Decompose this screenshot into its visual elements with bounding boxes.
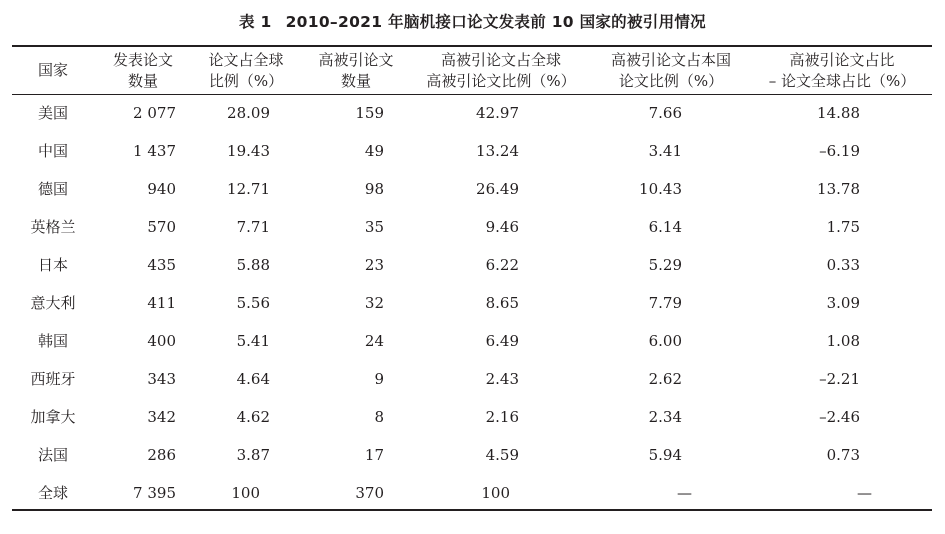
header-hc-national [590, 48, 752, 93]
cell-hc-count: 32 [364, 294, 384, 312]
cell-diff: — [857, 484, 872, 502]
cell-hc-count: 24 [364, 332, 384, 350]
cell-country: 法国 [37, 446, 68, 464]
cell-country: 加拿大 [30, 408, 76, 426]
table-row [12, 94, 932, 132]
cell-diff: 1.75 [826, 218, 860, 236]
cell-diff: 1.08 [826, 332, 860, 350]
cell-hc-global: 13.24 [476, 142, 519, 160]
cell-share: 5.56 [236, 294, 270, 312]
cell-country: 美国 [37, 104, 68, 122]
header-country [12, 48, 94, 93]
cell-hc-national: 3.41 [648, 142, 682, 160]
table-row [12, 436, 932, 474]
header-hc-national-line2: 论文比例（%） [618, 71, 724, 90]
cell-country: 英格兰 [30, 218, 76, 236]
cell-hc-global: 9.46 [485, 218, 519, 236]
cell-hc-count: 9 [374, 370, 384, 388]
cell-papers: 342 [147, 408, 176, 426]
cell-country: 中国 [37, 142, 68, 160]
cell-hc-count: 8 [374, 408, 384, 426]
cell-papers: 940 [147, 180, 176, 198]
header-papers-line1: 发表论文 [112, 50, 173, 69]
cell-hc-global: 6.49 [485, 332, 519, 350]
header-diff-line2: – 论文全球占比（%） [768, 71, 916, 90]
cell-hc-national: 6.00 [648, 332, 682, 350]
cell-hc-count: 35 [364, 218, 384, 236]
table-row [12, 170, 932, 208]
cell-share: 100 [231, 484, 260, 502]
cell-papers: 411 [147, 294, 176, 312]
cell-hc-national: 10.43 [639, 180, 682, 198]
cell-hc-count: 159 [355, 104, 384, 122]
header-hc-count-line2: 数量 [340, 71, 371, 90]
table-caption-title: 2010–2021 年脑机接口论文发表前 10 国家的被引用情况 [285, 13, 706, 31]
cell-papers: 2 077 [133, 104, 176, 122]
header-hc-count [300, 48, 412, 93]
cell-papers: 570 [147, 218, 176, 236]
cell-hc-count: 49 [364, 142, 384, 160]
header-share-line2: 比例（%） [208, 71, 284, 90]
table-body [12, 94, 932, 512]
header-papers [94, 48, 192, 93]
header-papers-line2: 数量 [127, 71, 158, 90]
cell-hc-national: 7.79 [648, 294, 682, 312]
cell-papers: 400 [147, 332, 176, 350]
header-hc-global-line2: 高被引论文比例（%） [426, 71, 576, 90]
cell-country: 西班牙 [30, 370, 76, 388]
cell-hc-global: 26.49 [476, 180, 519, 198]
cell-diff: 13.78 [817, 180, 860, 198]
cell-hc-count: 98 [364, 180, 384, 198]
header-share [192, 48, 300, 93]
cell-hc-global: 2.16 [485, 408, 519, 426]
cell-diff: 14.88 [817, 104, 860, 122]
cell-hc-global: 100 [481, 484, 510, 502]
header-hc-global-line1: 高被引论文占全球 [440, 50, 561, 69]
table-row [12, 398, 932, 436]
cell-share: 5.41 [236, 332, 270, 350]
cell-hc-national: 5.94 [648, 446, 682, 464]
cell-papers: 7 395 [133, 484, 176, 502]
cell-diff: –2.46 [819, 408, 860, 426]
table-row [12, 360, 932, 398]
table-header-row [12, 48, 932, 93]
table-row [12, 246, 932, 284]
table-caption [0, 10, 945, 32]
header-diff [752, 48, 932, 93]
cell-hc-national: 6.14 [648, 218, 682, 236]
cell-share: 4.64 [236, 370, 270, 388]
table-top-rule [12, 45, 932, 47]
cell-diff: –2.21 [819, 370, 860, 388]
header-hc-national-line1: 高被引论文占本国 [610, 50, 731, 69]
cell-hc-national: 2.62 [648, 370, 682, 388]
table-row [12, 322, 932, 360]
header-country-label: 国家 [37, 61, 68, 79]
table-bottom-rule [12, 509, 932, 511]
cell-papers: 286 [147, 446, 176, 464]
cell-hc-count: 17 [364, 446, 384, 464]
cell-share: 4.62 [236, 408, 270, 426]
cell-hc-global: 42.97 [476, 104, 519, 122]
cell-diff: 0.33 [826, 256, 860, 274]
table-row [12, 132, 932, 170]
cell-share: 28.09 [227, 104, 270, 122]
cell-hc-global: 6.22 [485, 256, 519, 274]
cell-diff: 3.09 [826, 294, 860, 312]
cell-hc-national: — [677, 484, 692, 502]
cell-hc-count: 23 [364, 256, 384, 274]
cell-diff: –6.19 [819, 142, 860, 160]
cell-papers: 435 [147, 256, 176, 274]
header-hc-global [412, 48, 590, 93]
cell-country: 韩国 [37, 332, 68, 350]
table-row [12, 208, 932, 246]
cell-share: 7.71 [236, 218, 270, 236]
cell-hc-global: 4.59 [485, 446, 519, 464]
header-diff-line1: 高被引论文占比 [789, 50, 895, 69]
cell-share: 5.88 [236, 256, 270, 274]
cell-hc-global: 8.65 [485, 294, 519, 312]
cell-papers: 343 [147, 370, 176, 388]
cell-hc-global: 2.43 [485, 370, 519, 388]
cell-hc-count: 370 [355, 484, 384, 502]
cell-country: 德国 [37, 180, 68, 198]
cell-share: 12.71 [227, 180, 270, 198]
header-share-line1: 论文占全球 [208, 50, 284, 69]
cell-share: 3.87 [236, 446, 270, 464]
table-row-total [12, 474, 932, 512]
table-caption-label: 表 1 [239, 13, 272, 31]
cell-diff: 0.73 [826, 446, 860, 464]
cell-country: 全球 [37, 484, 68, 502]
cell-share: 19.43 [227, 142, 270, 160]
table-row [12, 284, 932, 322]
cell-country: 日本 [37, 256, 68, 274]
cell-hc-national: 7.66 [648, 104, 682, 122]
cell-country: 意大利 [30, 294, 76, 312]
cell-hc-national: 2.34 [648, 408, 682, 426]
cell-papers: 1 437 [133, 142, 176, 160]
cell-hc-national: 5.29 [648, 256, 682, 274]
header-hc-count-line1: 高被引论文 [318, 50, 394, 69]
